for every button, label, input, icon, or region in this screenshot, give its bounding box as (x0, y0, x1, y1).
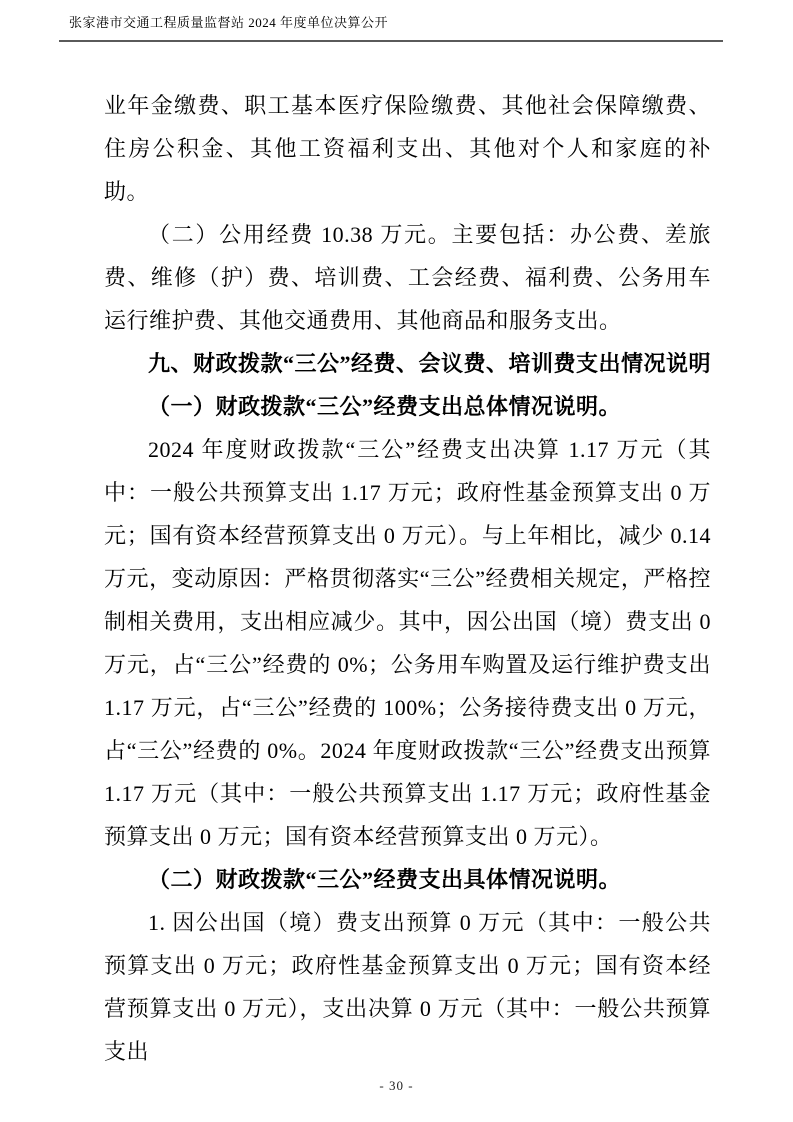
header-title: 张家港市交通工程质量监督站 2024 年度单位决算公开 (69, 15, 389, 30)
heading-subsection-one: （一）财政拨款“三公”经费支出总体情况说明。 (148, 394, 622, 419)
heading-section-nine: 九、财政拨款“三公”经费、会议费、培训费支出情况说明 (148, 351, 712, 376)
paragraph-abroad-expense-detail: 1. 因公出国（境）费支出预算 0 万元（其中：一般公共预算支出 0 万元；政府性基金预算支出 0 万元；国有资本经营预算支出 0 万元），支出决算 0 万元（其中：一般公共预算支出 (104, 910, 711, 1064)
page-number: - 30 - (379, 1078, 414, 1093)
page-header (59, 12, 723, 42)
paragraph-public-funds: （二）公用经费 10.38 万元。主要包括：办公费、差旅费、维修（护）费、培训费、工会经费、福利费、公务用车运行维护费、其他交通费用、其他商品和服务支出。 (104, 222, 711, 333)
paragraph-three-public-overview: 2024 年度财政拨款“三公”经费支出决算 1.17 万元（其中：一般公共预算支出 1.17 万元；政府性基金预算支出 0 万元；国有资本经营预算支出 0 万元）。与上年相比，减少 0.14 万元，变动原因：严格贯彻落实“三公”经费相关规定，严格控制相关费用，支出相应减少。其中，因公出国（境）费支出 0 万元，占“三公”经费的 0%；公务用车购置及运行维护费支出 1.17 万元，占“三公”经费的 100%；公务接待费支出 0 万元，占“三公”经费的 0%。2024 年度财政拨款“三公”经费支出预算 1.17 万元（其中：一般公共预算支出 1.17 万元；政府性基金预算支出 0 万元；国有资本经营预算支出 0 万元）。 (104, 437, 711, 849)
paragraph-welfare-continuation: 业年金缴费、职工基本医疗保险缴费、其他社会保障缴费、住房公积金、其他工资福利支出、其他对个人和家庭的补助。 (104, 93, 711, 204)
document-body (104, 84, 711, 1073)
page-footer (0, 1078, 793, 1094)
heading-subsection-two: （二）财政拨款“三公”经费支出具体情况说明。 (148, 867, 622, 892)
